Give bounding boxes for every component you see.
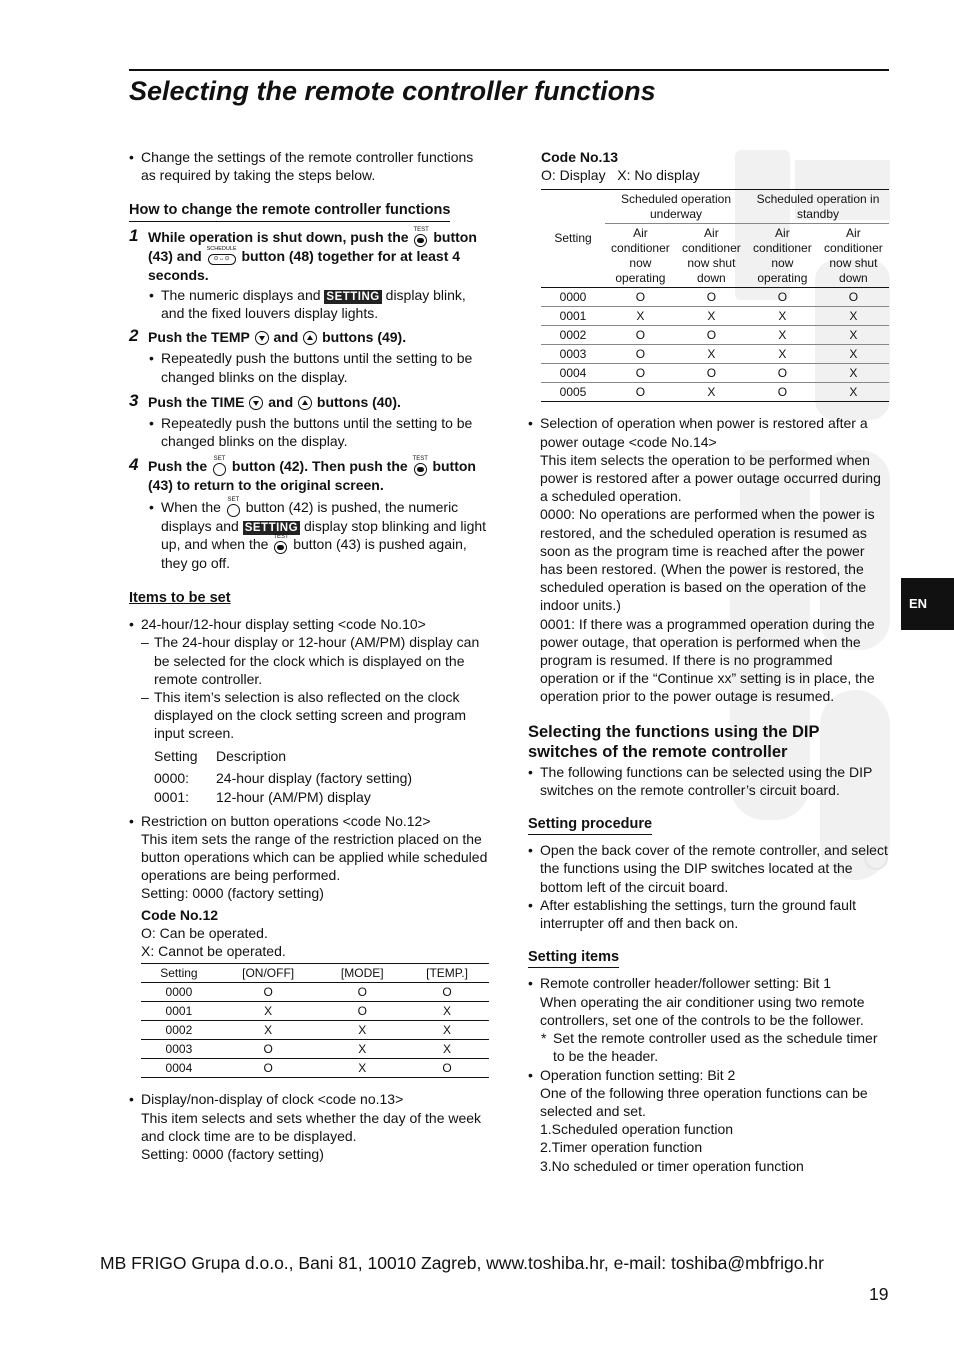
step-2 [129, 328, 489, 346]
how-heading: How to change the remote controller functions [129, 201, 450, 221]
bit-1-title: • Remote controller header/follower setting: Bit 1 [528, 974, 890, 992]
table-cell: O [676, 364, 747, 383]
table-cell: O [605, 364, 676, 383]
up-arrow-icon [298, 396, 312, 410]
table-cell: O [217, 1059, 320, 1078]
table-cell: O [605, 345, 676, 364]
table-cell: X [747, 345, 818, 364]
step-4-sub-c: display stop blinking and light up, and when the [161, 517, 487, 552]
table-cell: O [605, 383, 676, 402]
test-button-icon [413, 226, 429, 247]
title-rule [129, 69, 889, 71]
test-icon-label: TEST [412, 456, 428, 463]
table-header: [MODE] [319, 964, 405, 983]
test-icon-label: TEST [273, 533, 289, 540]
col-setting: Setting [154, 747, 198, 764]
left-column [129, 148, 489, 1163]
bit-2-body: One of the following three operation functions can be selected and set. [540, 1084, 868, 1119]
table-group-header: Scheduled operation underway [605, 190, 747, 224]
table-cell: X [676, 345, 747, 364]
table-header: Setting [141, 964, 217, 983]
item-10-settings-table [154, 747, 412, 807]
table-cell: 0001 [541, 307, 605, 326]
table-cell: X [818, 307, 889, 326]
table-cell: X [405, 1040, 489, 1059]
dip-intro: • The following functions can be selected using the DIP switches on the remote controller’s circuit board. [528, 763, 890, 799]
table-group-header-row [541, 190, 889, 224]
up-arrow-icon [303, 331, 317, 345]
step-4 [129, 457, 489, 494]
table-cell: 0004 [541, 364, 605, 383]
set-icon-label: SET [227, 496, 240, 503]
table-sub-header: Air conditioner now shut down [676, 224, 747, 288]
table-cell: O [676, 288, 747, 307]
table-row [141, 1021, 489, 1040]
table-cell: X [676, 383, 747, 402]
list-item: 2.Timer operation function [540, 1139, 703, 1156]
table-cell: X [818, 383, 889, 402]
procedure-step-2: • After establishing the settings, turn the ground fault interrupter off and then back on. [528, 896, 890, 932]
table-row [541, 364, 889, 383]
table-row [141, 1040, 489, 1059]
row-desc: 24-hour display (factory setting) [216, 769, 413, 786]
code-12-x-legend: X: Cannot be operated. [141, 943, 286, 960]
table-cell: O [605, 288, 676, 307]
step-3-number: 3 [129, 390, 139, 410]
table-cell: O [405, 983, 489, 1002]
bit-1-note: * Set the remote controller used as the schedule timer to be the header. [528, 1029, 890, 1065]
table-cell: 0000 [541, 288, 605, 307]
test-button-icon [413, 458, 428, 476]
table-cell: 0004 [141, 1059, 217, 1078]
item-10-title: • 24-hour/12-hour display setting <code No.10> [129, 615, 489, 633]
dip-heading: Selecting the functions using the DIP switches of the remote controller [528, 722, 820, 762]
table-cell: O [217, 1040, 320, 1059]
table-sub-header: Air conditioner now shut down [818, 224, 889, 288]
table-cell: O [319, 983, 405, 1002]
test-icon-label: TEST [413, 226, 429, 233]
step-1-text-b: button (43) and [148, 228, 477, 264]
table-cell: X [405, 1002, 489, 1021]
step-1-sub [129, 286, 489, 322]
table-cell: O [747, 383, 818, 402]
schedule-button-icon [206, 245, 237, 266]
table-cell: O [676, 326, 747, 345]
table-cell: 0005 [541, 383, 605, 402]
table-group-header: Scheduled operation in standby [747, 190, 889, 224]
table-row [541, 307, 889, 326]
table-cell: 0003 [541, 345, 605, 364]
table-cell: O [747, 288, 818, 307]
step-4-text-c: button (43) to return to the original screen. [148, 458, 476, 494]
table-cell: X [217, 1002, 320, 1021]
bit-2-title: • Operation function setting: Bit 2 [528, 1066, 890, 1084]
setting-display-badge: SETTING [244, 521, 299, 534]
item-14-title: • Selection of operation when power is restored after a power outage <code No.14> [528, 414, 890, 450]
table-cell: O [818, 288, 889, 307]
table-cell: X [818, 345, 889, 364]
table-cell: O [405, 1059, 489, 1078]
table-cell: 0000 [141, 983, 217, 1002]
table-row [541, 383, 889, 402]
step-3-sub: • Repeatedly push the buttons until the setting to be changed blinks on the display. [129, 414, 489, 450]
table-cell: X [217, 1021, 320, 1040]
step-4-text-a: Push the [148, 458, 208, 475]
setting-items-heading: Setting items [528, 948, 619, 968]
step-1 [129, 225, 489, 284]
table-cell: 0002 [541, 326, 605, 345]
items-heading: Items to be set [129, 590, 231, 607]
step-4-text-b: button (42). Then push the [231, 458, 408, 475]
table-cell: X [605, 307, 676, 326]
table-cell: 0002 [141, 1021, 217, 1040]
step-1-text-a: While operation is shut down, push the [148, 228, 409, 245]
set-button-icon [212, 458, 227, 476]
table-cell: O [605, 326, 676, 345]
schedule-icon-arrows: ⊙↔⊙ [208, 254, 236, 265]
step-3 [129, 390, 489, 411]
code-12-table [141, 963, 489, 1078]
table-row [541, 288, 889, 307]
table-cell: X [747, 307, 818, 326]
table-header-setting: Setting [541, 190, 605, 288]
step-4-sub-a: When the [161, 498, 221, 515]
intro-text: • Change the settings of the remote controller functions as required by taking the steps below. [129, 148, 489, 184]
item-13-title: • Display/non-display of clock <code no.13> [129, 1090, 489, 1108]
item-14-p3: 0001: If there was a programmed operation during the power outage, that operation is performed when the program is resumed. If there is no programmed operation or if the “Continue xx” setting is in place, the operation prior to the power outage is resumed. [540, 615, 875, 705]
code-13-label: Code No.13 [541, 149, 619, 165]
table-cell: 0001 [141, 1002, 217, 1021]
page-number: 19 [869, 1284, 889, 1304]
code-12-label: Code No.12 [141, 906, 219, 923]
bit-1-body: When operating the air conditioner using two remote controllers, set one of the controls to be the follower. [540, 993, 865, 1028]
setting-display-badge: SETTING [326, 290, 380, 303]
step-1-text-c: button (48) together for at least 4 seconds. [148, 247, 461, 283]
step-4-number: 4 [129, 455, 139, 475]
step-3-text-b: and [268, 393, 294, 410]
table-cell: O [319, 1002, 405, 1021]
table-header-row [141, 964, 489, 983]
list-item: 3.No scheduled or timer operation function [540, 1157, 804, 1174]
table-row [141, 1002, 489, 1021]
table-row [141, 1059, 489, 1078]
table-cell: O [217, 983, 320, 1002]
col-description: Description [216, 747, 287, 764]
language-tab-en: EN [901, 578, 954, 630]
table-sub-header: Air conditioner now operating [605, 224, 676, 288]
step-1-number: 1 [129, 225, 139, 245]
step-2-text-c: buttons (49). [322, 329, 407, 346]
procedure-step-1: • Open the back cover of the remote controller, and select the functions using the DIP switches located at the bottom left of the circuit board. [528, 841, 890, 896]
down-arrow-icon [249, 396, 263, 410]
procedure-heading: Setting procedure [528, 815, 652, 835]
table-cell: X [747, 326, 818, 345]
table-header: [TEMP.] [405, 964, 489, 983]
table-row [541, 326, 889, 345]
table-cell: X [405, 1021, 489, 1040]
step-2-text-a: Push the TEMP [148, 329, 250, 346]
table-header: [ON/OFF] [217, 964, 320, 983]
table-row [541, 345, 889, 364]
step-4-sub-b: button (42) is pushed, the numeric displays and [161, 498, 459, 534]
item-10-dash-2: – This item’s selection is also reflected on the clock displayed on the clock setting screen and program input screen. [129, 688, 489, 743]
code-13-legend: O: Display X: No display [541, 167, 700, 184]
step-2-number: 2 [129, 326, 139, 346]
item-13-setting: Setting: 0000 (factory setting) [141, 1145, 324, 1162]
page-title: Selecting the remote controller functions [129, 76, 656, 106]
code-12-o-legend: O: Can be operated. [141, 924, 268, 941]
test-button-icon [273, 533, 289, 554]
step-4-sub [129, 498, 489, 572]
table-cell: X [319, 1021, 405, 1040]
step-3-text-c: buttons (40). [316, 393, 401, 410]
table-sub-header: Air conditioner now operating [747, 224, 818, 288]
table-cell: X [676, 307, 747, 326]
table-cell: X [319, 1059, 405, 1078]
step-1-sub-a: The numeric displays and [161, 286, 321, 303]
schedule-icon-label: SCHEDULE [206, 245, 237, 252]
list-item: 1.Scheduled operation function [540, 1121, 734, 1138]
item-13-body: This item selects and sets whether the day of the week and clock time are to be displayed. [141, 1109, 482, 1144]
item-12-body: This item sets the range of the restriction placed on the button operations which can be applied while scheduled operations are being performed. [141, 830, 488, 884]
table-row [141, 983, 489, 1002]
row-code: 0000: [154, 769, 190, 786]
down-arrow-icon [255, 331, 269, 345]
set-button-icon [226, 496, 241, 517]
footer-contact: MB FRIGO Grupa d.o.o., Bani 81, 10010 Zagreb, www.toshiba.hr, e-mail: toshiba@mbfrigo.hr [100, 1253, 824, 1273]
right-column [528, 148, 890, 1175]
item-12-setting: Setting: 0000 (factory setting) [141, 885, 324, 902]
step-4-sub-d: button (43) is pushed again, they go off. [161, 535, 467, 571]
row-desc: 12-hour (AM/PM) display [216, 788, 371, 805]
table-cell: X [319, 1040, 405, 1059]
step-1-sub-b: display blink, and the fixed louvers display lights. [161, 286, 466, 322]
table-cell: X [818, 326, 889, 345]
step-2-text-b: and [273, 329, 299, 346]
step-3-text-a: Push the TIME [148, 393, 245, 410]
table-cell: X [818, 364, 889, 383]
table-cell: O [747, 364, 818, 383]
row-code: 0001: [154, 788, 190, 805]
code-13-table [541, 189, 889, 402]
step-2-sub: • Repeatedly push the buttons until the setting to be changed blinks on the display. [129, 349, 489, 385]
table-cell: 0003 [141, 1040, 217, 1059]
set-icon-label: SET [213, 456, 226, 463]
item-14-p1: This item selects the operation to be performed when power is restored after a power outage occurred during a scheduled operation. [540, 451, 881, 505]
item-12-title: • Restriction on button operations <code No.12> [129, 812, 489, 830]
item-10-dash-1: – The 24-hour display or 12-hour (AM/PM) display can be selected for the clock which is displayed on the remote controller. [129, 633, 489, 688]
item-14-p2: 0000: No operations are performed when the power is restored, and the scheduled operation is resumed as soon as the program time is reached after the power has been restored. (When the power is restored, the scheduled operation is based on the operation of the indoor units.) [540, 506, 875, 614]
